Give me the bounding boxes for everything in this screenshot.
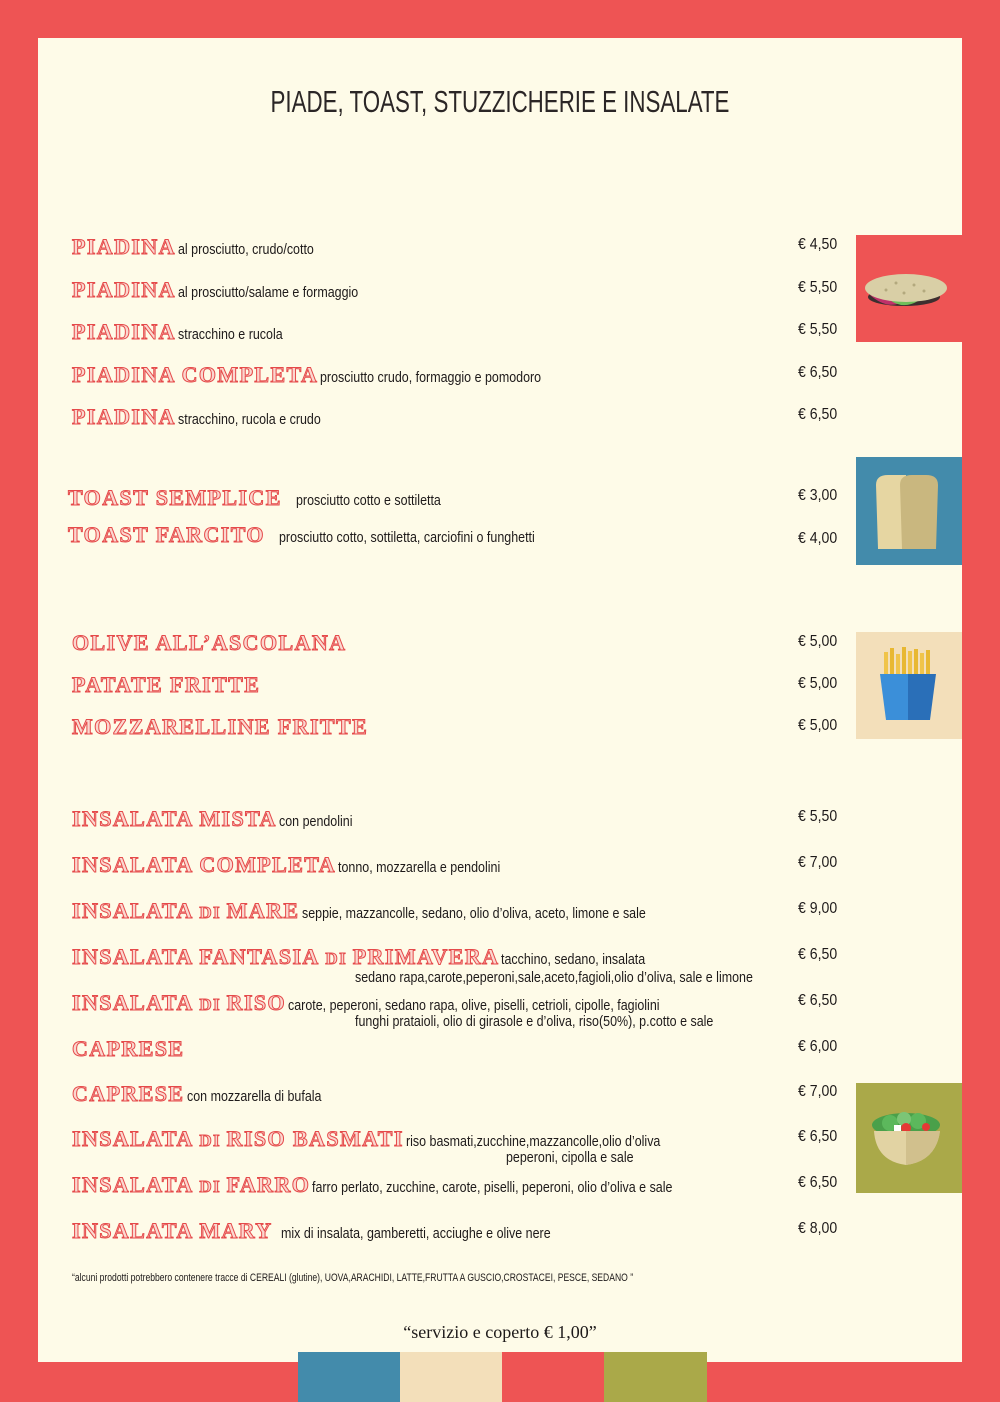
menu-item xyxy=(72,714,778,740)
item-price: € 5,50 xyxy=(798,808,838,825)
stripe-blue xyxy=(298,1352,401,1402)
item-name: INSALATA FANTASIA DI PRIMAVERA xyxy=(72,944,500,969)
item-name: PIADINA xyxy=(72,319,176,344)
menu-item xyxy=(72,234,778,260)
item-name: INSALATA DI FARRO xyxy=(72,1172,311,1197)
menu-item xyxy=(72,1172,778,1198)
item-desc: con mozzarella di bufala xyxy=(186,1089,321,1105)
piadina-icon xyxy=(856,235,962,342)
menu-item xyxy=(72,404,778,430)
item-name: INSALATA DI RISO xyxy=(72,990,287,1015)
item-price: € 5,50 xyxy=(798,321,838,338)
item-name: CAPRESE xyxy=(72,1081,185,1106)
item-price: € 9,00 xyxy=(798,900,838,917)
item-desc: tacchino, sedano, insalata xyxy=(501,952,646,968)
item-price: € 6,50 xyxy=(798,946,838,963)
item-desc: riso basmati,zucchine,mazzancolle,olio d’oliva xyxy=(405,1134,661,1150)
item-name: PIADINA xyxy=(72,404,176,429)
menu-item xyxy=(68,485,774,511)
item-name: OLIVE ALL’ASCOLANA xyxy=(72,630,347,655)
cover-charge: “servizio e coperto € 1,00” xyxy=(403,1322,597,1342)
item-price: € 3,00 xyxy=(798,487,838,504)
item-desc: prosciutto cotto e sottiletta xyxy=(295,493,441,509)
menu-item xyxy=(72,362,778,388)
item-price: € 6,50 xyxy=(798,992,838,1009)
fries-icon xyxy=(856,632,962,739)
item-desc-continued: peperoni, cipolla e sale xyxy=(506,1150,634,1166)
item-price: € 6,50 xyxy=(798,364,838,381)
allergens-note: “alcuni prodotti potrebbero contenere tracce di CEREALI (glutine), UOVA,ARACHIDI, LATTE,FRUTTA A GUSCIO,CROSTACEI, PESCE, SEDANO ” xyxy=(72,1272,634,1284)
item-price: € 4,50 xyxy=(798,236,838,253)
item-price: € 5,00 xyxy=(798,717,838,734)
item-price: € 7,00 xyxy=(798,1083,838,1100)
item-price: € 6,50 xyxy=(798,1128,838,1145)
menu-item xyxy=(68,522,774,548)
stripe-red xyxy=(502,1352,605,1402)
item-price: € 5,50 xyxy=(798,279,838,296)
item-price: € 5,00 xyxy=(798,675,838,692)
item-name: TOAST FARCITO xyxy=(68,522,265,547)
item-name: TOAST SEMPLICE xyxy=(68,485,282,510)
item-name: PIADINA COMPLETA xyxy=(72,362,319,387)
menu-item xyxy=(72,990,778,1016)
item-name: PIADINA xyxy=(72,277,176,302)
item-price: € 5,00 xyxy=(798,633,838,650)
item-name: MOZZARELLINE FRITTE xyxy=(72,714,369,739)
toast-icon xyxy=(856,457,962,565)
stripe-cream xyxy=(400,1352,503,1402)
item-desc-continued: sedano rapa,carote,peperoni,sale,aceto,fagioli,olio d’oliva, sale e limone xyxy=(355,970,753,986)
item-name: PATATE FRITTE xyxy=(72,672,261,697)
menu-item xyxy=(72,630,778,656)
stripe-olive xyxy=(604,1352,707,1402)
item-desc: con pendolini xyxy=(278,814,353,830)
menu-item xyxy=(72,1081,778,1107)
menu-item xyxy=(72,277,778,303)
menu-item xyxy=(72,1036,778,1062)
item-desc: farro perlato, zucchine, carote, piselli, peperoni, olio d’oliva e sale xyxy=(312,1180,673,1196)
item-name: INSALATA DI MARE xyxy=(72,898,300,923)
item-desc: mix di insalata, gamberetti, acciughe e olive nere xyxy=(280,1226,551,1242)
item-price: € 6,50 xyxy=(798,1174,838,1191)
item-desc: seppie, mazzancolle, sedano, olio d’oliva, aceto, limone e sale xyxy=(301,906,646,922)
menu-item xyxy=(72,806,778,832)
item-desc: prosciutto crudo, formaggio e pomodoro xyxy=(320,370,542,386)
item-desc: stracchino, rucola e crudo xyxy=(177,412,321,428)
salad-bowl-icon xyxy=(856,1083,962,1193)
item-name: INSALATA MISTA xyxy=(72,806,277,831)
item-name: INSALATA COMPLETA xyxy=(72,852,336,877)
item-desc: carote, peperoni, sedano rapa, olive, piselli, cetrioli, cipolle, fagiolini xyxy=(288,998,660,1014)
page-title: PIADE, TOAST, STUZZICHERIE E INSALATE xyxy=(270,84,730,119)
item-price: € 6,00 xyxy=(798,1038,838,1055)
item-desc: al prosciutto/salame e formaggio xyxy=(177,285,359,301)
item-name: PIADINA xyxy=(72,234,176,259)
item-name: INSALATA MARY xyxy=(72,1218,273,1243)
menu-item xyxy=(72,944,778,970)
item-price: € 4,00 xyxy=(798,530,838,547)
menu-item xyxy=(72,319,778,345)
menu-item xyxy=(72,1218,778,1244)
item-desc: prosciutto cotto, sottiletta, carciofini o funghetti xyxy=(278,530,535,546)
item-price: € 7,00 xyxy=(798,854,838,871)
item-desc-continued: funghi prataioli, olio di girasole e d’oliva, riso(50%), p.cotto e sale xyxy=(355,1014,714,1030)
item-name: INSALATA DI RISO BASMATI xyxy=(72,1126,404,1151)
item-desc: stracchino e rucola xyxy=(177,327,283,343)
menu-item xyxy=(72,898,778,924)
menu-item xyxy=(72,852,778,878)
menu-item xyxy=(72,672,778,698)
item-desc: tonno, mozzarella e pendolini xyxy=(338,860,501,876)
item-name: CAPRESE xyxy=(72,1036,185,1061)
item-price: € 8,00 xyxy=(798,1220,838,1237)
menu-item xyxy=(72,1126,778,1152)
item-desc: al prosciutto, crudo/cotto xyxy=(177,242,314,258)
item-price: € 6,50 xyxy=(798,406,838,423)
